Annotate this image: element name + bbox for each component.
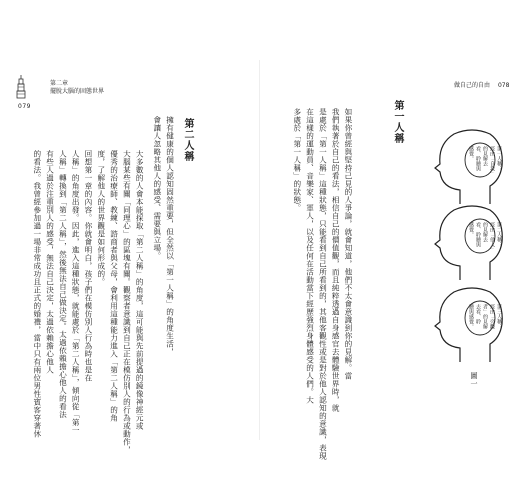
text-line: 會讓人忽略其他人的感受、需要與立場。 (152, 116, 162, 260)
text-line: 回想第一章的內容。你就會明白，孩子們在模仿別人行為時也是在 (83, 150, 93, 382)
running-title (454, 80, 509, 89)
text-line: 是處於「第一人稱」這種狀態，只能看到自己所看到的，其他客觀性或是對於他人認知的意識，表現 (318, 108, 328, 460)
text-line: 有些人過於注重別人的感受，無法自己決定，太過依賴擔心他人 (45, 150, 55, 374)
bubble-line: 去看、聆 (475, 304, 481, 324)
text-line: 如果你曾經與堅持己見的人爭論，就會知道，他們不太會意識到你的見解。當 (343, 108, 353, 380)
text-line: 多處於「第一人稱」的狀態。 (292, 108, 302, 212)
paragraph-body (30, 150, 145, 454)
head-figure-third-person (420, 282, 510, 366)
bubble-line: 第一人稱： (496, 146, 502, 171)
bubble-line: 經由「自我」 (489, 146, 495, 176)
figure-caption: 圖一 (470, 372, 478, 388)
text-line: 度，了解他人的世界觀是如何形成的。 (96, 150, 106, 286)
bubble-line: 經由「旁觀 (489, 304, 495, 329)
chapter-label: 第二章 (50, 80, 69, 87)
bubble-line: 經由「他人」 (489, 222, 495, 252)
bubble-text (467, 222, 502, 252)
bubble-line: 的見解去 (482, 222, 488, 242)
head-figure-first-person (420, 124, 510, 208)
tower-icon (15, 75, 27, 99)
paragraph-body (290, 108, 354, 460)
text-line: 我們執著於自己的看法，相信自己的價值觀，而且純粹透過自身感官去體驗世界時，就 (331, 108, 341, 412)
text-line: 的看法。我曾經參加過一場非常成功且正式的婚禮，當中只有兩位男性賓客穿著休 (32, 150, 42, 438)
text-line: 人稱」轉換到「第二人稱」，然後無法自己做決定。太過依賴擔心他人的看法 (58, 150, 68, 419)
right-page (260, 0, 520, 500)
bubble-line: 感覺。 (468, 222, 474, 237)
bubble-line: 看、聆聽與 (475, 146, 481, 171)
text-line: 大腦某些有關「同理心」的區塊有關。觀察者意識到自己正在模仿別人的行為或動作， (122, 150, 132, 454)
bubble-line: 第二人稱： (496, 222, 502, 247)
section-heading: 第二人稱 (182, 118, 193, 162)
bubble-text (467, 146, 502, 176)
chapter-title: 擺脫大腦的固態世界 (50, 88, 105, 95)
text-line: 優秀的治療師、教練、諮商者與父母，會利用這種能力進入「第二人稱」的角 (109, 150, 119, 422)
page-number: 078 (497, 82, 510, 89)
page-number: 079 (18, 103, 31, 110)
running-title-text: 做自己的自由 (454, 82, 491, 89)
bubble-line: 聽與感覺。 (468, 304, 474, 329)
bubble-line: 感覺。 (468, 146, 474, 161)
bubble-text (467, 304, 502, 329)
bubble-line: 看、聆聽與 (475, 222, 481, 247)
text-line: 人稱」的角度出發。因此，進入這種狀態，就能處於「第二人稱」，傾向從「第一 (71, 150, 81, 435)
paragraph-intro (150, 116, 176, 421)
section-heading: 第一人稱 (392, 100, 403, 144)
text-line: 大多數的人會本能採取「第二人稱」的角度，這可能與先前提過的鏡像神經元或 (135, 150, 145, 430)
chapter-header (50, 80, 104, 96)
text-line: 擁有健康的個人認知固然重要，但全然以「第一人稱」的角度生活， (165, 116, 175, 356)
bubble-line: 第三人稱： (496, 304, 502, 329)
bubble-line: 的見解去 (482, 146, 488, 166)
head-figure-second-person (420, 200, 510, 284)
text-line: 在這樣的運動員、音樂家、軍人，以及任何在活動當下經歷強烈身體感受的人們。大 (305, 108, 315, 404)
bubble-line: 者」的見解 (482, 304, 488, 329)
